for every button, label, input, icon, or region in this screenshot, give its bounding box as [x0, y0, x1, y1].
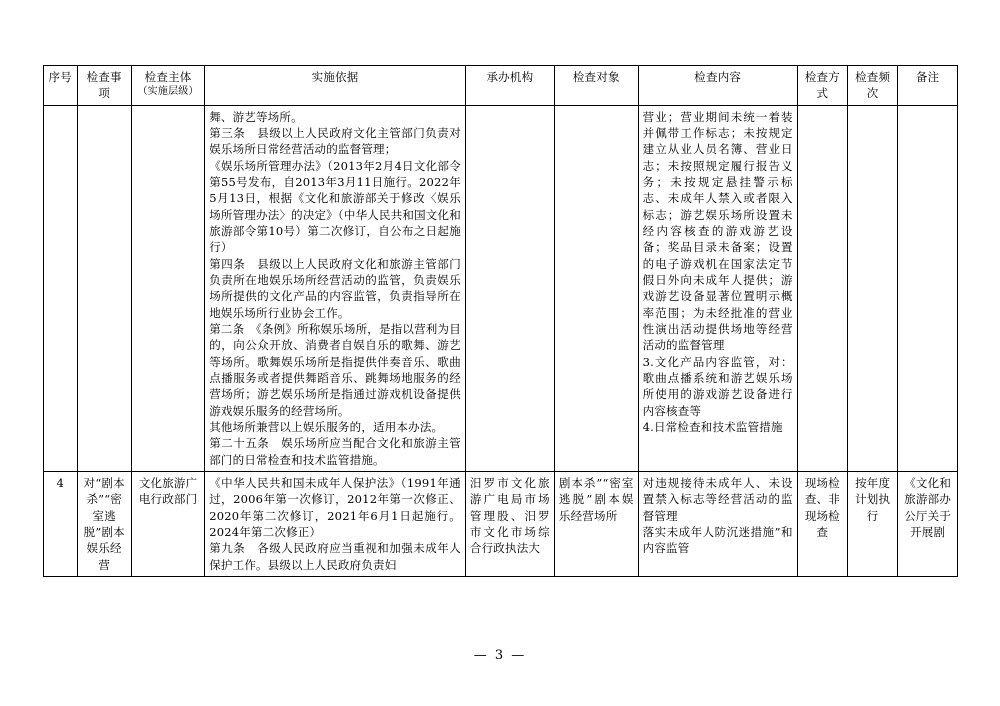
column-header-subject-sublabel: （实施层级） — [137, 86, 199, 98]
cell-frequency: 按年度计划执行 — [848, 471, 898, 576]
column-header-seq — [44, 66, 78, 106]
column-header-basis — [205, 66, 466, 106]
cell-paragraph: 其他场所兼营以上娱乐服务的，适用本办法。 — [209, 419, 444, 434]
column-header-item-label: 检查事项 — [86, 70, 122, 101]
cell-seq: 4 — [44, 471, 78, 576]
cell-subject: 文化旅游广电行政部门 — [131, 471, 204, 576]
column-header-seq-label: 序号 — [48, 70, 72, 84]
cell-content — [638, 105, 797, 471]
cell-paragraph: 对违规接待未成年人、未设置禁入标志等经营活动的监督管理 — [642, 475, 793, 523]
cell-target: 剧本杀”“密室逃脱”剧本娱乐经营场所 — [554, 471, 638, 576]
cell-paragraph: 第二十五条 娱乐场所应当配合文化和旅游主管部门的日常检查和技术监管措施。 — [209, 436, 461, 467]
cell-paragraph: 第四条 县级以上人民政府文化和旅游主管部门负责所在地娱乐场所经营活动的监管，负责娱乐场所提供的文化产品的内容监管，负责指导所在地娱乐场所行业协会工作。 — [209, 256, 461, 320]
cell-paragraph: 营业；营业期间未统一着装并佩带工作标志；未按规定建立从业人员名簿、营业日志；未按照规定履行报告义务；未按规定悬挂警示标志、未成年人禁入或者限入标志；游艺娱乐场所设置未经内容核查的游戏游艺设备；奖品目录未备案；设置的电子游戏机在国家法定节假日外向未成年人提供；游戏游艺设备显著位置明示概率范围；为未经批准的营业性演出活动提供场地等经营活动的监督管理 — [642, 109, 793, 353]
cell-org — [465, 105, 554, 471]
column-header-target — [554, 66, 638, 106]
column-header-frequency-label: 检查频次 — [855, 70, 891, 101]
cell-item — [77, 105, 131, 471]
cell-paragraph: 《娱乐场所管理办法》（2013年2月4日文化部令第55号发布，自2013年3月11日施行。2022年5月13日，根据《文化和旅游部关于修改〈娱乐场所管理办法〉的决定》（中华人民共和国文化和旅游部令第10号）第二次修订，自公布之日起施行） — [209, 158, 461, 255]
cell-paragraph: 第二条 《条例》所称娱乐场所，是指以营利为目的，向公众开放、消费者自娱自乐的歌舞、游艺等场所。歌舞娱乐场所是指提供伴奏音乐、歌曲点播服务或者提供舞蹈音乐、跳舞场地服务的经营场所；游艺娱乐场所是指通过游戏机设备提供游戏娱乐服务的经营场所。 — [209, 321, 461, 418]
cell-basis — [205, 471, 466, 576]
cell-paragraph: 第三条 县级以上人民政府文化主管部门负责对娱乐场所日常经营活动的监督管理； — [209, 125, 461, 157]
cell-basis — [205, 105, 466, 471]
column-header-org — [465, 66, 554, 106]
cell-item: 对“剧本杀”“密室逃脱”剧本娱乐经营 — [77, 471, 131, 576]
table-row — [44, 471, 958, 576]
column-header-item — [77, 66, 131, 106]
cell-seq — [44, 105, 78, 471]
cell-remark — [898, 105, 958, 471]
cell-paragraph: 《中华人民共和国未成年人保护法》（1991年通过，2006年第一次修订，2012年第一次修正、2020年第二次修订，2021年6月1日起施行。2024年第二次修正） — [209, 475, 461, 539]
cell-paragraph: 落实未成年人防沉迷措施”和内容监管 — [642, 524, 793, 556]
cell-paragraph: 舞、游艺等场所。 — [209, 109, 303, 124]
table-header — [44, 66, 958, 106]
table-header-row — [44, 66, 958, 106]
cell-subject — [131, 105, 204, 471]
cell-paragraph: 3.文化产品内容监管，对：歌曲点播系统和游艺娱乐场所使用的游戏游艺设备进行内容核查等 — [642, 354, 793, 418]
column-header-content — [638, 66, 797, 106]
cell-paragraph: 4.日常检查和技术监管措施 — [642, 419, 783, 434]
table-row — [44, 105, 958, 471]
cell-paragraph: 第九条 各级人民政府应当重视和加强未成年人保护工作。县级以上人民政府负责妇 — [209, 541, 461, 572]
cell-org: 汨罗市文化旅游广电局市场管理股、汨罗市文化市场综合行政执法大 — [465, 471, 554, 576]
cell-target — [554, 105, 638, 471]
column-header-frequency — [848, 66, 898, 106]
column-header-basis-label: 实施依据 — [311, 70, 359, 84]
inspection-items-table — [43, 65, 958, 577]
column-header-remark — [898, 66, 958, 106]
cell-method: 现场检查、非现场检查 — [797, 471, 847, 576]
cell-frequency — [848, 105, 898, 471]
column-header-method-label: 检查方式 — [804, 70, 840, 101]
page-number: — 3 — — [473, 648, 527, 663]
cell-remark: 《文化和旅游部办公厅关于开展剧 — [898, 471, 958, 576]
column-header-subject-label: 检查主体 — [144, 70, 192, 84]
column-header-remark-label: 备注 — [915, 70, 940, 84]
column-header-content-label: 检查内容 — [694, 70, 742, 84]
column-header-subject — [131, 66, 204, 106]
cell-content — [638, 471, 797, 576]
column-header-method — [797, 66, 847, 106]
column-header-target-label: 检查对象 — [572, 70, 620, 84]
table-body — [44, 105, 958, 576]
column-header-org-label: 承办机构 — [486, 70, 534, 84]
cell-method — [797, 105, 847, 471]
